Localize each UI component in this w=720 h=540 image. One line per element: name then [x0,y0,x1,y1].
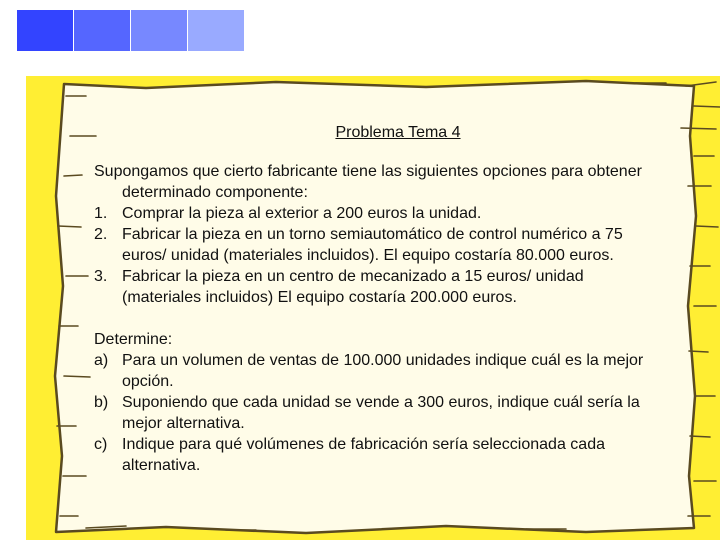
determine-label: Determine: [94,331,173,348]
question-item [94,350,664,392]
question-text: Para un volumen de ventas de 100.000 unidades indique cuál es la mejor opción. [122,352,644,390]
option-item [94,224,664,266]
option-marker: 3. [94,268,108,285]
question-text: Indique para qué volúmenes de fabricación sería seleccionada cada alternativa. [122,436,605,474]
spacer [94,308,664,329]
swatch-1 [17,10,73,51]
option-item [94,266,664,308]
question-marker: a) [94,352,109,369]
option-marker: 1. [94,205,108,222]
option-text: Comprar la pieza al exterior a 200 euros la unidad. [122,205,482,222]
swatch-2 [74,10,130,51]
question-marker: c) [94,436,108,453]
question-text: Suponiendo que cada unidad se vende a 300 euros, indique cuál sería la mejor alternativa. [122,394,640,432]
swatch-4 [188,10,244,51]
option-text: Fabricar la pieza en un centro de mecanizado a 15 euros/ unidad (materiales incluidos) El equipo costaría 200.000 euros. [122,268,584,306]
question-marker: b) [94,394,109,411]
option-item [94,203,664,224]
swatch-3 [131,10,187,51]
problem-statement [94,122,664,476]
question-item [94,434,664,476]
problem-intro: Supongamos que cierto fabricante tiene las siguientes opciones para obtener determinado componente: [94,163,642,201]
question-item [94,392,664,434]
questions-list [94,350,664,476]
option-text: Fabricar la pieza en un torno semiautomático de control numérico a 75 euros/ unidad (materiales incluidos). El equipo costaría 80.000 euros. [122,226,623,264]
option-marker: 2. [94,226,108,243]
color-swatch-strip [17,10,245,51]
problem-title: Problema Tema 4 [335,124,461,141]
options-list [94,203,664,308]
